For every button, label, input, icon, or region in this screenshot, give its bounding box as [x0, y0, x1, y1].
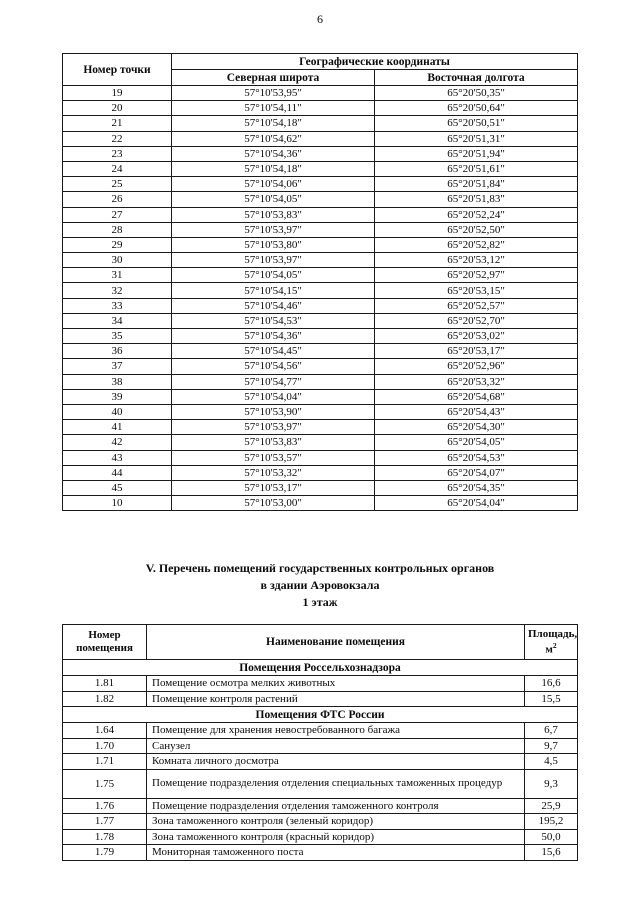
premises-room-number: 1.79	[63, 845, 147, 861]
coordinate-longitude: 65°20'52,57"	[375, 298, 578, 313]
premises-area: 25,9	[525, 798, 578, 814]
section-heading	[0, 560, 640, 611]
coordinate-point-number: 31	[63, 268, 172, 283]
premises-room-name: Мониторная таможенного поста	[147, 845, 525, 861]
coordinate-latitude: 57°10'54,46"	[172, 298, 375, 313]
premises-room-number: 1.75	[63, 769, 147, 798]
coordinate-latitude: 57°10'54,56"	[172, 359, 375, 374]
premises-area: 195,2	[525, 814, 578, 830]
coordinate-latitude: 57°10'53,97"	[172, 420, 375, 435]
coordinate-longitude: 65°20'50,64"	[375, 101, 578, 116]
premises-area: 15,6	[525, 845, 578, 861]
header-room-number-line-2: помещения	[76, 642, 133, 654]
table-row	[63, 161, 578, 176]
coordinate-latitude: 57°10'54,77"	[172, 374, 375, 389]
header-room-number-line-1: Номер	[88, 629, 121, 641]
table-row	[63, 116, 578, 131]
coordinate-latitude: 57°10'54,05"	[172, 268, 375, 283]
coordinate-latitude: 57°10'54,15"	[172, 283, 375, 298]
coordinate-point-number: 40	[63, 404, 172, 419]
table-group-row	[63, 660, 578, 676]
coordinate-longitude: 65°20'53,32"	[375, 374, 578, 389]
table-row	[63, 329, 578, 344]
premises-table	[62, 624, 578, 861]
coordinate-latitude: 57°10'54,53"	[172, 313, 375, 328]
coordinate-latitude: 57°10'54,11"	[172, 101, 375, 116]
premises-area: 4,5	[525, 754, 578, 770]
header-east-longitude: Восточная долгота	[375, 70, 578, 86]
premises-room-number: 1.82	[63, 691, 147, 707]
coordinate-latitude: 57°10'53,97"	[172, 253, 375, 268]
coordinate-longitude: 65°20'51,94"	[375, 146, 578, 161]
coordinate-point-number: 41	[63, 420, 172, 435]
header-point-number: Номер точки	[63, 54, 172, 86]
table-row	[63, 313, 578, 328]
coordinate-longitude: 65°20'54,43"	[375, 404, 578, 419]
coordinate-point-number: 45	[63, 480, 172, 495]
table-row	[63, 283, 578, 298]
group-title: Помещения Россельхознадзора	[63, 660, 578, 676]
coordinates-table	[62, 53, 578, 511]
premises-room-number: 1.76	[63, 798, 147, 814]
coordinate-latitude: 57°10'54,45"	[172, 344, 375, 359]
premises-room-number: 1.78	[63, 829, 147, 845]
coordinate-point-number: 34	[63, 313, 172, 328]
table-header-row	[63, 625, 578, 660]
premises-room-name: Помещение контроля растений	[147, 691, 525, 707]
premises-room-name: Помещение для хранения невостребованного багажа	[147, 723, 525, 739]
coordinate-latitude: 57°10'53,90"	[172, 404, 375, 419]
coordinate-latitude: 57°10'54,18"	[172, 116, 375, 131]
premises-area: 9,3	[525, 769, 578, 798]
table-row	[63, 86, 578, 101]
premises-room-number: 1.81	[63, 676, 147, 692]
coordinate-point-number: 42	[63, 435, 172, 450]
coordinate-latitude: 57°10'53,32"	[172, 465, 375, 480]
coordinate-point-number: 29	[63, 237, 172, 252]
coordinate-longitude: 65°20'54,07"	[375, 465, 578, 480]
coordinate-longitude: 65°20'52,70"	[375, 313, 578, 328]
table-row	[63, 420, 578, 435]
header-north-latitude: Северная широта	[172, 70, 375, 86]
table-row	[63, 845, 578, 861]
coordinate-longitude: 65°20'52,82"	[375, 237, 578, 252]
coordinate-point-number: 24	[63, 161, 172, 176]
coordinate-longitude: 65°20'51,61"	[375, 161, 578, 176]
table-row	[63, 131, 578, 146]
coordinate-point-number: 37	[63, 359, 172, 374]
premises-table-body	[63, 660, 578, 861]
page-number: 6	[317, 12, 323, 26]
header-geographic-coordinates: Географические координаты	[172, 54, 578, 70]
table-row	[63, 798, 578, 814]
table-row	[63, 207, 578, 222]
coordinate-latitude: 57°10'54,36"	[172, 146, 375, 161]
table-group-row	[63, 707, 578, 723]
table-row	[63, 738, 578, 754]
coordinate-longitude: 65°20'53,15"	[375, 283, 578, 298]
table-row	[63, 177, 578, 192]
coordinate-latitude: 57°10'53,57"	[172, 450, 375, 465]
coordinate-longitude: 65°20'51,84"	[375, 177, 578, 192]
coordinate-longitude: 65°20'53,17"	[375, 344, 578, 359]
premises-room-name: Зона таможенного контроля (красный коридор)	[147, 829, 525, 845]
table-row	[63, 829, 578, 845]
coordinate-longitude: 65°20'54,04"	[375, 496, 578, 511]
coordinate-latitude: 57°10'54,62"	[172, 131, 375, 146]
coordinate-latitude: 57°10'53,17"	[172, 480, 375, 495]
coordinate-latitude: 57°10'53,00"	[172, 496, 375, 511]
coordinate-latitude: 57°10'54,18"	[172, 161, 375, 176]
table-row	[63, 146, 578, 161]
coordinate-longitude: 65°20'50,51"	[375, 116, 578, 131]
table-row	[63, 298, 578, 313]
section-heading-line-3: 1 этаж	[302, 595, 338, 609]
coordinate-longitude: 65°20'54,30"	[375, 420, 578, 435]
premises-room-name: Помещение подразделения отделения таможенного контроля	[147, 798, 525, 814]
table-row	[63, 237, 578, 252]
premises-area: 50,0	[525, 829, 578, 845]
coordinate-latitude: 57°10'54,04"	[172, 389, 375, 404]
header-area-label: Площадь, м	[528, 628, 578, 656]
coordinate-point-number: 28	[63, 222, 172, 237]
table-row	[63, 480, 578, 495]
table-row	[63, 253, 578, 268]
table-row	[63, 359, 578, 374]
coordinate-longitude: 65°20'52,96"	[375, 359, 578, 374]
table-row	[63, 496, 578, 511]
coordinate-point-number: 32	[63, 283, 172, 298]
coordinate-latitude: 57°10'54,36"	[172, 329, 375, 344]
premises-room-name: Зона таможенного контроля (зеленый коридор)	[147, 814, 525, 830]
table-row	[63, 101, 578, 116]
premises-room-number: 1.64	[63, 723, 147, 739]
coordinate-point-number: 21	[63, 116, 172, 131]
table-row	[63, 404, 578, 419]
coordinate-point-number: 22	[63, 131, 172, 146]
coordinate-longitude: 65°20'50,35"	[375, 86, 578, 101]
coordinate-point-number: 38	[63, 374, 172, 389]
premises-room-number: 1.77	[63, 814, 147, 830]
table-row	[63, 691, 578, 707]
premises-room-name: Помещение осмотра мелких животных	[147, 676, 525, 692]
coordinate-longitude: 65°20'53,02"	[375, 329, 578, 344]
table-row	[63, 374, 578, 389]
table-row	[63, 435, 578, 450]
premises-room-name: Помещение подразделения отделения специальных таможенных процедур	[147, 769, 525, 798]
coordinate-longitude: 65°20'54,35"	[375, 480, 578, 495]
coordinate-longitude: 65°20'54,05"	[375, 435, 578, 450]
premises-room-name: Санузел	[147, 738, 525, 754]
table-row	[63, 814, 578, 830]
coordinate-point-number: 43	[63, 450, 172, 465]
table-row	[63, 676, 578, 692]
premises-area: 6,7	[525, 723, 578, 739]
coordinates-table-body	[63, 86, 578, 511]
section-heading-line-2: в здании Аэровокзала	[260, 578, 380, 592]
coordinate-point-number: 30	[63, 253, 172, 268]
coordinate-point-number: 36	[63, 344, 172, 359]
coordinate-point-number: 26	[63, 192, 172, 207]
premises-room-number: 1.70	[63, 738, 147, 754]
coordinates-table-head	[63, 54, 578, 86]
header-area-superscript: 2	[552, 641, 557, 651]
section-heading-line-1: V. Перечень помещений государственных контрольных органов	[145, 561, 495, 575]
header-area	[525, 625, 578, 660]
coordinate-point-number: 27	[63, 207, 172, 222]
table-row	[63, 389, 578, 404]
group-title: Помещения ФТС России	[63, 707, 578, 723]
premises-area: 16,6	[525, 676, 578, 692]
header-room-number	[63, 625, 147, 660]
coordinate-latitude: 57°10'53,83"	[172, 207, 375, 222]
coordinate-latitude: 57°10'54,06"	[172, 177, 375, 192]
coordinate-latitude: 57°10'53,80"	[172, 237, 375, 252]
coordinate-point-number: 10	[63, 496, 172, 511]
coordinate-point-number: 19	[63, 86, 172, 101]
premises-room-name: Комната личного досмотра	[147, 754, 525, 770]
table-row	[63, 769, 578, 798]
coordinate-point-number: 33	[63, 298, 172, 313]
coordinate-point-number: 20	[63, 101, 172, 116]
table-row	[63, 754, 578, 770]
coordinate-longitude: 65°20'52,97"	[375, 268, 578, 283]
premises-room-number: 1.71	[63, 754, 147, 770]
coordinate-point-number: 23	[63, 146, 172, 161]
table-row	[63, 450, 578, 465]
table-row	[63, 723, 578, 739]
table-row	[63, 268, 578, 283]
premises-area: 15,5	[525, 691, 578, 707]
coordinate-latitude: 57°10'53,95"	[172, 86, 375, 101]
premises-table-head	[63, 625, 578, 660]
coordinate-longitude: 65°20'51,31"	[375, 131, 578, 146]
coordinate-point-number: 25	[63, 177, 172, 192]
coordinate-latitude: 57°10'54,05"	[172, 192, 375, 207]
table-row	[63, 344, 578, 359]
coordinate-longitude: 65°20'53,12"	[375, 253, 578, 268]
coordinate-longitude: 65°20'54,68"	[375, 389, 578, 404]
coordinate-point-number: 39	[63, 389, 172, 404]
coordinate-point-number: 44	[63, 465, 172, 480]
coordinate-point-number: 35	[63, 329, 172, 344]
coordinate-latitude: 57°10'53,97"	[172, 222, 375, 237]
table-row	[63, 192, 578, 207]
premises-area: 9,7	[525, 738, 578, 754]
coordinate-longitude: 65°20'51,83"	[375, 192, 578, 207]
header-room-name: Наименование помещения	[147, 625, 525, 660]
coordinate-latitude: 57°10'53,83"	[172, 435, 375, 450]
coordinate-longitude: 65°20'52,24"	[375, 207, 578, 222]
table-row	[63, 222, 578, 237]
coordinate-longitude: 65°20'54,53"	[375, 450, 578, 465]
coordinate-longitude: 65°20'52,50"	[375, 222, 578, 237]
table-header-row	[63, 54, 578, 70]
table-row	[63, 465, 578, 480]
